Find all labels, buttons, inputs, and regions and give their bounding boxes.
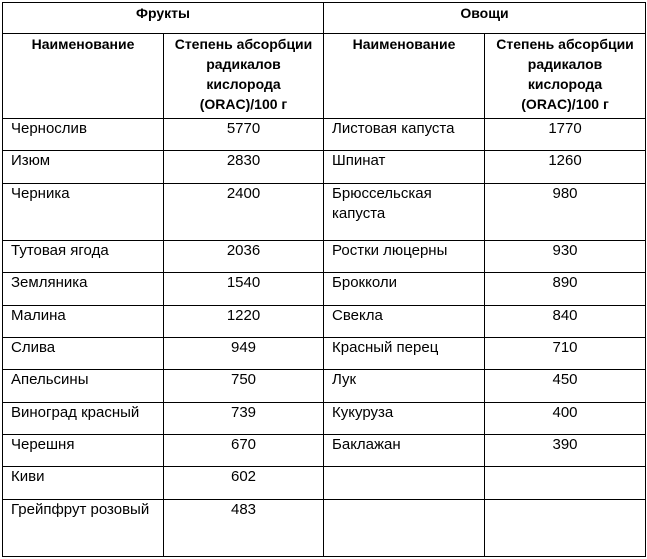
table-row xyxy=(3,151,646,183)
fruit-value-cell: 1220 xyxy=(164,305,324,337)
fruit-value-cell: 1540 xyxy=(164,273,324,305)
veg-name-cell xyxy=(324,467,485,499)
fruit-value-cell: 602 xyxy=(164,467,324,499)
fruit-name-cell: Слива xyxy=(3,337,164,369)
fruit-value-cell: 750 xyxy=(164,370,324,402)
table-row xyxy=(3,434,646,466)
fruit-value-cell: 2830 xyxy=(164,151,324,183)
veg-name-cell: Листовая капуста xyxy=(324,119,485,151)
fruit-value-cell: 670 xyxy=(164,434,324,466)
fruit-name-cell: Малина xyxy=(3,305,164,337)
fruit-value-cell: 949 xyxy=(164,337,324,369)
group-header-row xyxy=(3,3,646,34)
table-row xyxy=(3,119,646,151)
fruit-name-cell: Апельсины xyxy=(3,370,164,402)
veg-name-cell: Брюссельская капуста xyxy=(324,183,485,240)
veg-name-cell: Свекла xyxy=(324,305,485,337)
veg-value-cell: 890 xyxy=(485,273,646,305)
veg-value-cell: 1260 xyxy=(485,151,646,183)
table-row xyxy=(3,467,646,499)
veg-value-cell xyxy=(485,499,646,556)
table-row xyxy=(3,183,646,240)
veg-value-cell: 710 xyxy=(485,337,646,369)
group-header-fruits: Фрукты xyxy=(3,3,324,34)
table-row xyxy=(3,337,646,369)
veg-name-cell: Лук xyxy=(324,370,485,402)
veg-value-cell: 1770 xyxy=(485,119,646,151)
veg-name-cell: Баклажан xyxy=(324,434,485,466)
fruit-orac-header: Степень абсорбции радикалов кислорода (ORAC)/100 г xyxy=(164,34,324,119)
fruit-name-cell: Изюм xyxy=(3,151,164,183)
veg-name-header: Наименование xyxy=(324,34,485,119)
table-row xyxy=(3,240,646,272)
fruit-name-header: Наименование xyxy=(3,34,164,119)
veg-name-cell: Ростки люцерны xyxy=(324,240,485,272)
veg-name-cell: Брокколи xyxy=(324,273,485,305)
table-row xyxy=(3,499,646,556)
fruit-name-cell: Виноград красный xyxy=(3,402,164,434)
veg-value-cell xyxy=(485,467,646,499)
fruit-name-cell: Грейпфрут розовый xyxy=(3,499,164,556)
table-row xyxy=(3,305,646,337)
fruit-value-cell: 483 xyxy=(164,499,324,556)
fruit-name-cell: Киви xyxy=(3,467,164,499)
fruit-name-cell: Черника xyxy=(3,183,164,240)
fruit-name-cell: Тутовая ягода xyxy=(3,240,164,272)
veg-orac-header: Степень абсорбции радикалов кислорода (ORAC)/100 г xyxy=(485,34,646,119)
veg-value-cell: 930 xyxy=(485,240,646,272)
table-row xyxy=(3,273,646,305)
fruit-name-cell: Черешня xyxy=(3,434,164,466)
table-row xyxy=(3,402,646,434)
veg-value-cell: 390 xyxy=(485,434,646,466)
veg-value-cell: 980 xyxy=(485,183,646,240)
table-row xyxy=(3,370,646,402)
veg-name-cell: Красный перец xyxy=(324,337,485,369)
veg-value-cell: 450 xyxy=(485,370,646,402)
veg-name-cell: Шпинат xyxy=(324,151,485,183)
column-header-row xyxy=(3,34,646,119)
fruit-name-cell: Земляника xyxy=(3,273,164,305)
orac-table xyxy=(2,2,646,557)
fruit-value-cell: 739 xyxy=(164,402,324,434)
veg-value-cell: 400 xyxy=(485,402,646,434)
fruit-value-cell: 5770 xyxy=(164,119,324,151)
veg-value-cell: 840 xyxy=(485,305,646,337)
veg-name-cell xyxy=(324,499,485,556)
fruit-value-cell: 2036 xyxy=(164,240,324,272)
group-header-vegetables: Овощи xyxy=(324,3,646,34)
fruit-name-cell: Чернослив xyxy=(3,119,164,151)
veg-name-cell: Кукуруза xyxy=(324,402,485,434)
fruit-value-cell: 2400 xyxy=(164,183,324,240)
